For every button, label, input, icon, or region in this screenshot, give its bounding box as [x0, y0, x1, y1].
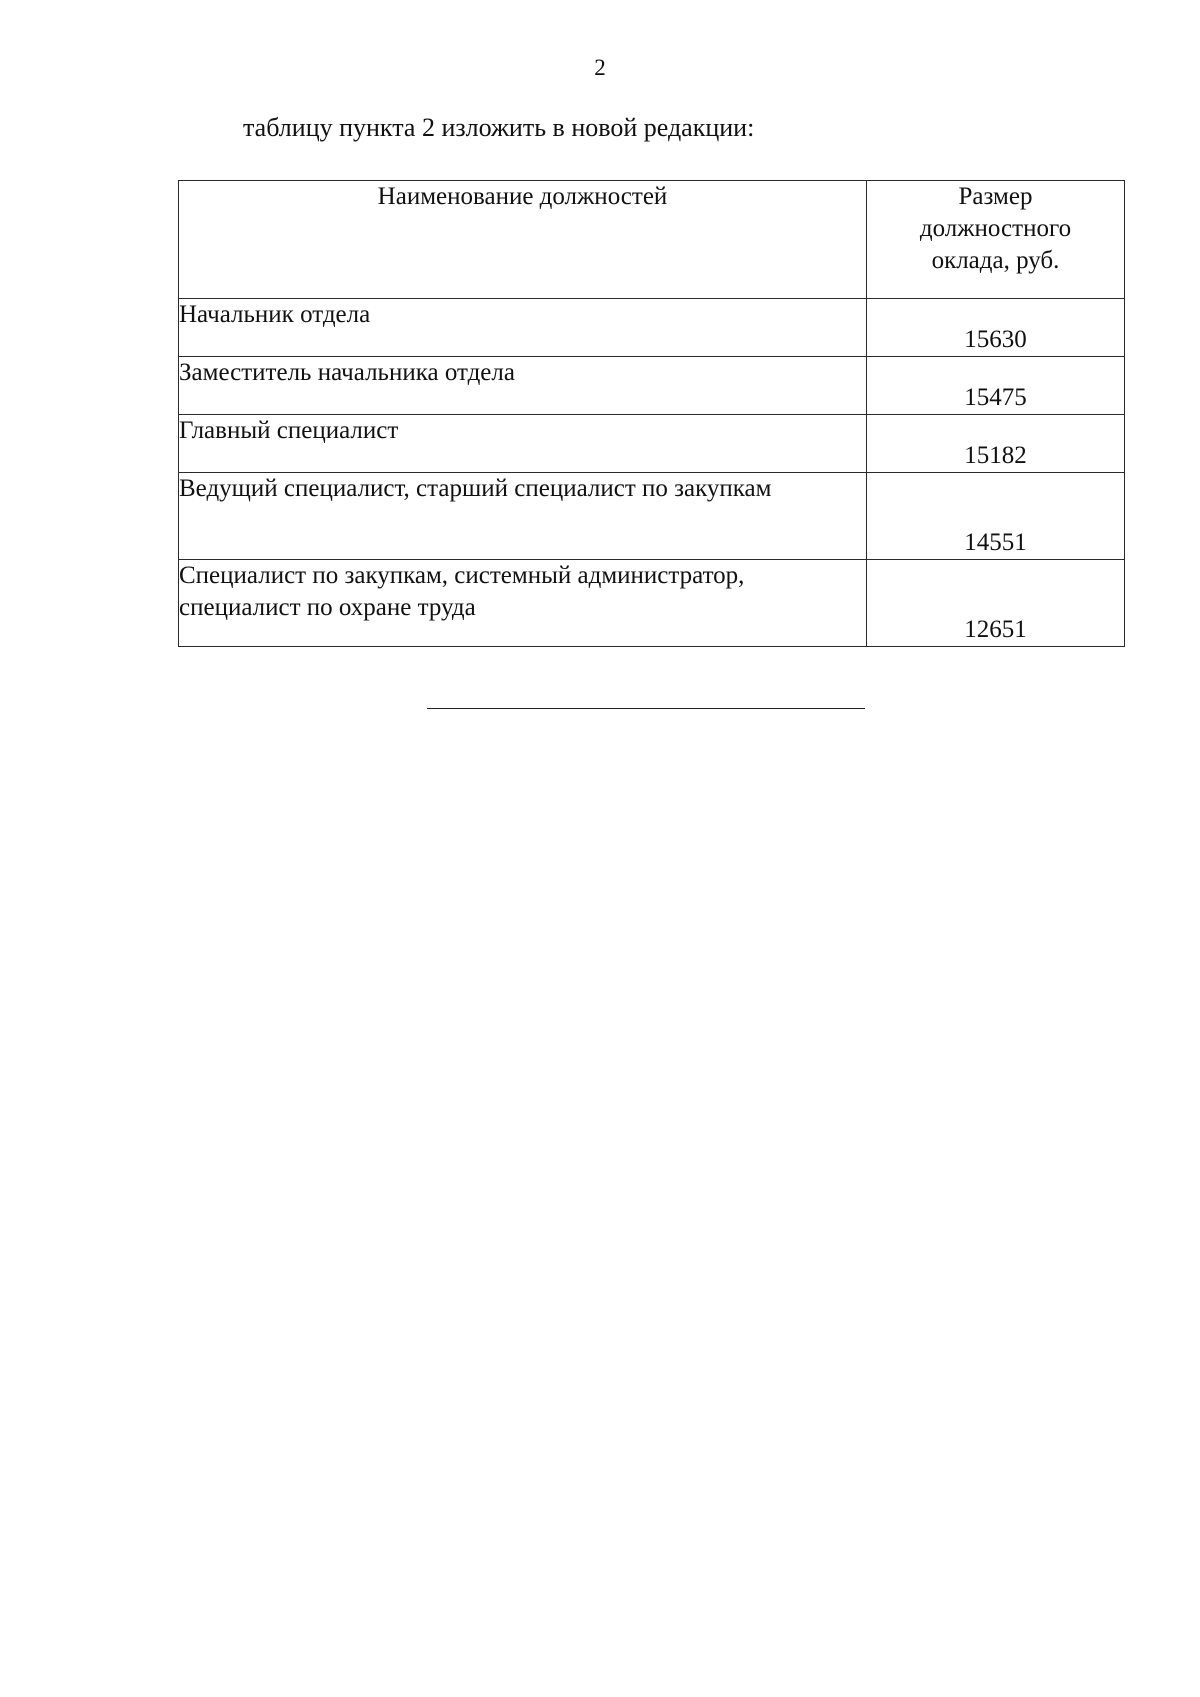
table-row [179, 560, 1125, 647]
salary-cell: 15475 [867, 357, 1125, 415]
end-divider [427, 708, 865, 709]
position-cell: Заместитель начальника отдела [179, 357, 867, 415]
table-row [179, 357, 1125, 415]
salary-table [178, 180, 1125, 647]
header-salary [867, 181, 1125, 299]
salary-cell: 15630 [867, 299, 1125, 357]
intro-text: таблицу пункта 2 изложить в новой редакции: [243, 113, 755, 142]
position-cell: Ведущий специалист, старший специалист по закупкам [179, 473, 867, 560]
position-cell: Главный специалист [179, 415, 867, 473]
header-position: Наименование должностей [179, 181, 867, 299]
page-number: 2 [594, 55, 606, 80]
salary-cell: 15182 [867, 415, 1125, 473]
header-salary-text: Размер должностного оклада, руб. [919, 183, 1072, 274]
position-cell: Специалист по закупкам, системный администратор, специалист по охране труда [179, 560, 867, 647]
table-row [179, 299, 1125, 357]
salary-cell: 14551 [867, 473, 1125, 560]
position-cell: Начальник отдела [179, 299, 867, 357]
table-row [179, 415, 1125, 473]
salary-cell: 12651 [867, 560, 1125, 647]
table-row [179, 473, 1125, 560]
table-header-row [179, 181, 1125, 299]
